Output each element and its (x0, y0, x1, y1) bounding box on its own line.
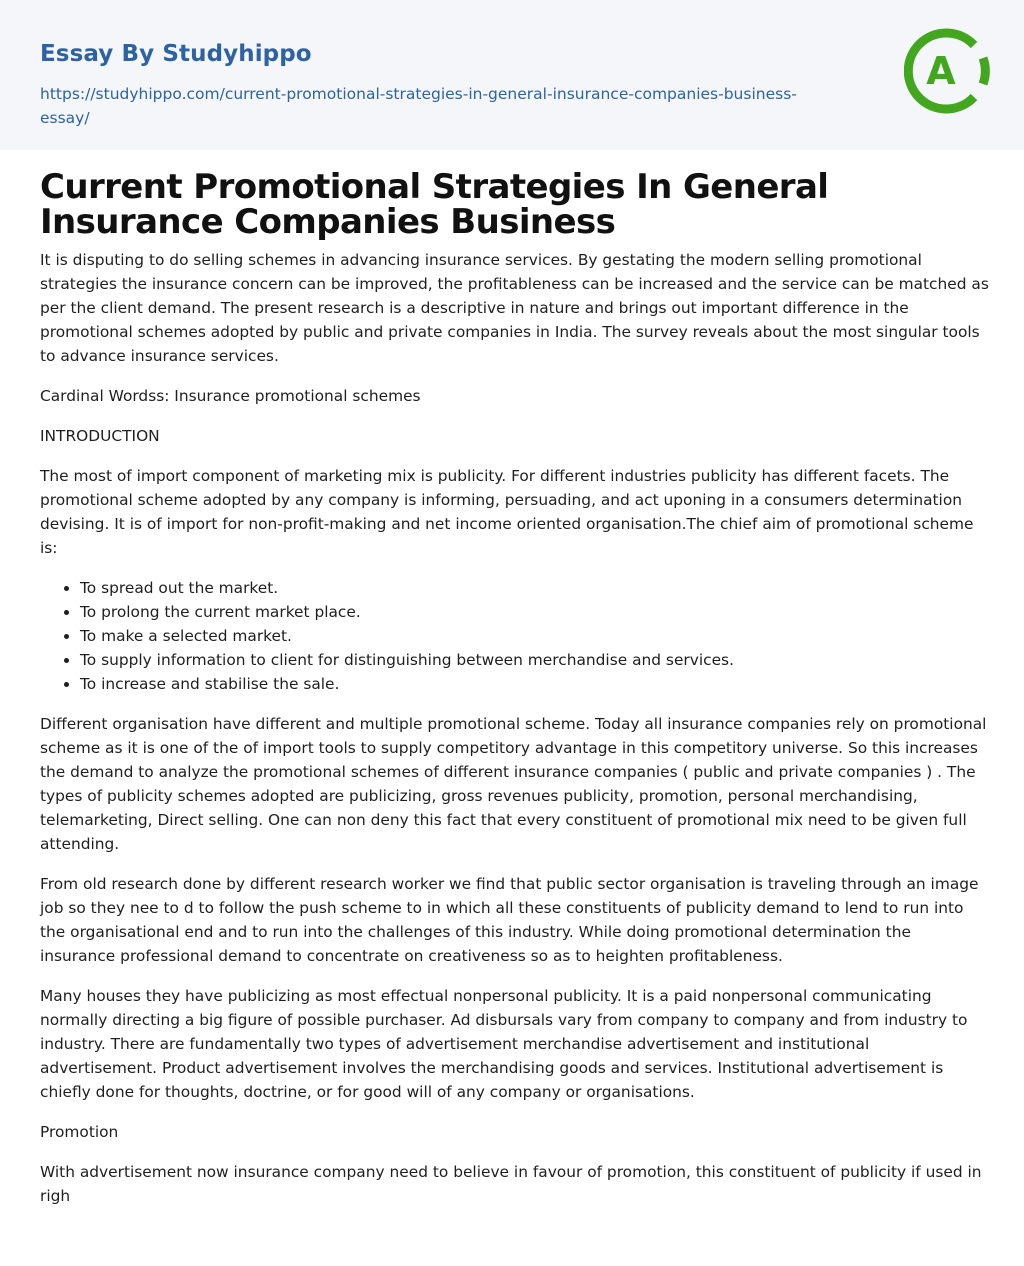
brand-title[interactable]: Essay By Studyhippo (40, 41, 312, 67)
list-item: • To spread out the market. (80, 576, 990, 600)
essay-title: Current Promotional Strategies In General Insurance Companies Business (40, 167, 829, 242)
section-heading-introduction: INTRODUCTION (40, 427, 160, 445)
aims-list (80, 576, 990, 696)
logo-letter: A (926, 49, 956, 93)
studyhippo-logo-icon[interactable] (904, 28, 990, 114)
abstract-paragraph: It is disputing to do selling schemes in advancing insurance services. By gestating the modern selling promotional strategies the insurance concern can be improved, the profitableness can be increased and the service can be matched as per the client demand. The present research is a descriptive in nature and brings out important difference in the promotional schemes adopted by public and private companies in India. The survey reveals about the most singular tools to advance insurance services. (40, 251, 989, 365)
essay-content (40, 167, 990, 1224)
body-paragraph: Many houses they have publicizing as most effectual nonpersonal publicity. It is a paid nonpersonal communicating normally directing a big figure of possible purchaser. Ad disbursals vary from company to company and from industry to industry. There are fundamentally two types of advertisement merchandise advertisement and institutional advertisement. Product advertisement involves the merchandising goods and services. Institutional advertisement is chiefly done for thoughts, doctrine, or for good will of any company or organisations. (40, 987, 968, 1101)
list-item: • To increase and stabilise the sale. (80, 672, 990, 696)
site-header (0, 0, 1024, 150)
list-item: • To supply information to client for distinguishing between merchandise and services. (80, 648, 990, 672)
essay-url-link[interactable]: https://studyhippo.com/current-promotional-strategies-in-general-insurance-companies-business-essay/ (40, 85, 797, 127)
keywords-line: Cardinal Wordss: Insurance promotional schemes (40, 387, 421, 405)
section-heading-promotion: Promotion (40, 1123, 119, 1141)
list-item: • To make a selected market. (80, 624, 990, 648)
body-paragraph: From old research done by different research worker we find that public sector organisation is traveling through an image job so they nee to d to follow the push scheme to in which all these constituents of publicity demand to lend to run into the organisational end and to run into the challenges of this industry. While doing promotional determination the insurance professional demand to concentrate on creativeness so as to heighten profitableness. (40, 875, 979, 965)
list-item: • To prolong the current market place. (80, 600, 990, 624)
body-paragraph: With advertisement now insurance company need to believe in favour of promotion, this constituent of publicity if used in righ (40, 1163, 982, 1205)
body-paragraph: Different organisation have different and multiple promotional scheme. Today all insurance companies rely on promotional scheme as it is one of the of import tools to supply competitory advantage in this competitory universe. So this increases the demand to analyze the promotional schemes of different insurance companies ( public and private companies ) . The types of publicity schemes adopted are publicizing, gross revenues publicity, promotion, personal merchandising, telemarketing, Direct selling. One can non deny this fact that every constituent of promotional mix need to be given full attending. (40, 715, 987, 853)
introduction-paragraph: The most of import component of marketing mix is publicity. For different industries publicity has different facets. The promotional scheme adopted by any company is informing, persuading, and act uponing in a consumers determination devising. It is of import for non-profit-making and net income oriented organisation.The chief aim of promotional scheme is: (40, 467, 974, 557)
